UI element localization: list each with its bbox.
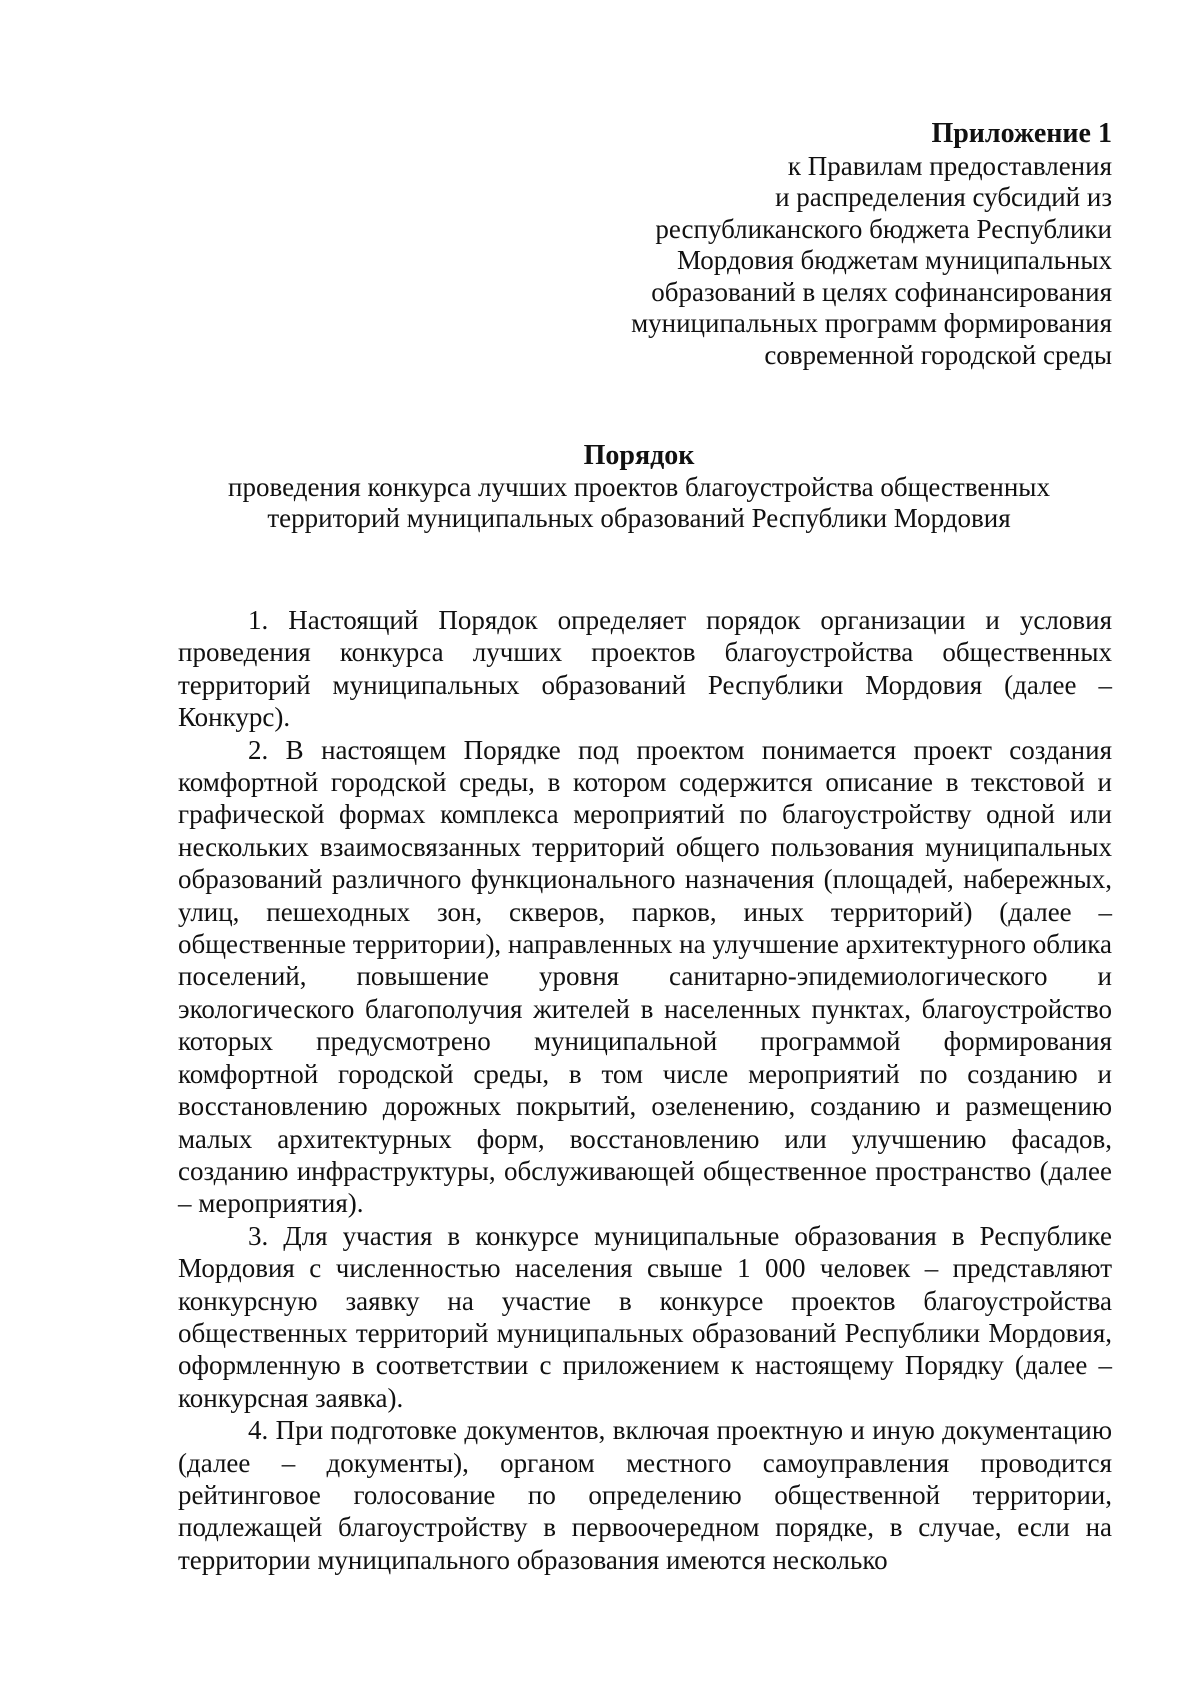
document-title: Порядок (583, 440, 695, 471)
appendix-line: Мордовия бюджетам муниципальных (676, 245, 1112, 275)
document-subtitle-line: проведения конкурса лучших проектов благоустройства общественных (228, 471, 1050, 502)
appendix-line: муниципальных программ формирования (631, 308, 1112, 338)
appendix-heading: Приложение 1 (931, 118, 1112, 149)
paragraph-4: 4. При подготовке документов, включая проектную и иную документацию (далее – документы), органом местного самоуправления проводится рейтинговое голосование по определению общественной территории, подлежащей благоустройству в первоочередном порядке, в случае, если на территории муниципального образования имеются несколько (178, 1415, 1112, 1575)
document-subtitle-line: территорий муниципальных образований Республики Мордовия (267, 503, 1011, 533)
appendix-line: и распределения субсидий из (775, 182, 1112, 212)
paragraph-3: 3. Для участия в конкурсе муниципальные образования в Республике Мордовия с численностью населения свыше 1 000 человек – представляют конкурсную заявку на участие в конкурсе проектов благоустройства общественных территорий муниципальных образований Республики Мордовия, оформленную в соответствии с приложением к настоящему Порядку (далее – конкурсная заявка). (178, 1220, 1112, 1413)
appendix-line: к Правилам предоставления (787, 150, 1112, 181)
paragraph-1: 1. Настоящий Порядок определяет порядок организации и условия проведения конкурса лучших проектов благоустройства общественных территорий муниципальных образований Республики Мордовия (далее – Конкурс). (178, 605, 1112, 733)
paragraph-2: 2. В настоящем Порядке под проектом понимается проект создания комфортной городской среды, в котором содержится описание в текстовой и графической формах комплекса мероприятий по благоустройству одной или нескольких взаимосвязанных территорий общего пользования муниципальных образований различного функционального назначения (площадей, набережных, улиц, пешеходных зон, скверов, парков, иных территорий) (далее – общественные территории), направленных на улучшение архитектурного облика поселений, повышение уровня санитарно-эпидемиологического и экологического благополучия жителей в населенных пунктах, благоустройство которых предусмотрено муниципальной программой формирования комфортной городской среды, в том числе мероприятий по созданию и восстановлению дорожных покрытий, озеленению, созданию и размещению малых архитектурных форм, восстановлению или улучшению фасадов, созданию инфраструктуры, обслуживающей общественное пространство (далее – мероприятия). (178, 734, 1112, 1219)
document-title-block (166, 440, 1112, 535)
appendix-line: образований в целях софинансирования (651, 276, 1112, 307)
document-body (178, 604, 1112, 1576)
appendix-block (552, 118, 1112, 371)
appendix-line: современной городской среды (764, 339, 1112, 370)
appendix-line: республиканского бюджета Республики (655, 213, 1112, 244)
